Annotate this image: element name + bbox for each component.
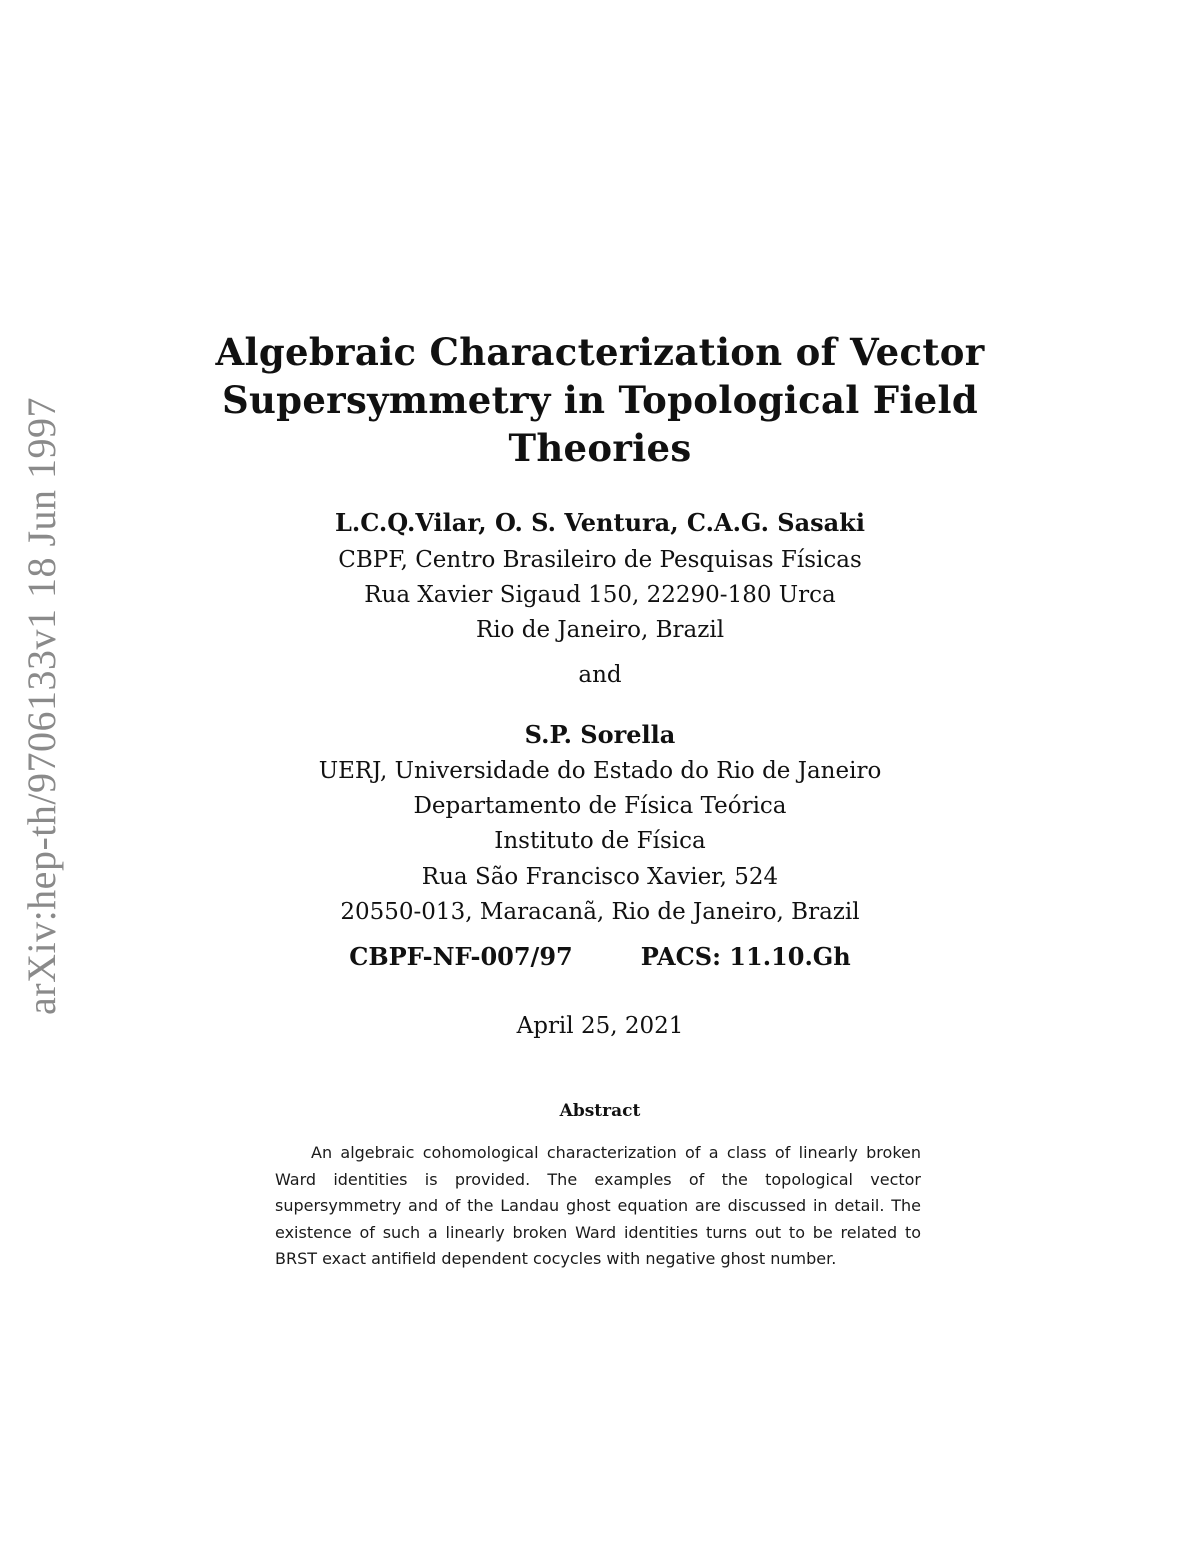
affiliation-1-line-1: CBPF, Centro Brasileiro de Pesquisas Físicas (338, 547, 862, 573)
report-number: CBPF-NF-007/97 (349, 942, 573, 971)
affiliation-2-line-2: Departamento de Física Teórica (413, 793, 787, 819)
affiliation-2-line-3: Instituto de Física (494, 828, 706, 854)
affiliation-2-line-5: 20550-013, Maracanã, Rio de Janeiro, Brazil (340, 899, 860, 925)
affiliation-2-line-4: Rua São Francisco Xavier, 524 (421, 864, 779, 890)
authors-group-1: L.C.Q.Vilar, O. S. Ventura, C.A.G. Sasaki (335, 508, 865, 537)
abstract-text: An algebraic cohomological characterization of a class of linearly broken Ward identities is provided. The examples of the topological vector supersymmetry and of the Landau ghost equation are discussed in detail. The existence of such a linearly broken Ward identities turns out to be related to BRST exact antifield dependent cocycles with negative ghost number. (275, 1143, 921, 1269)
report-meta-row (150, 941, 1050, 973)
and-conjunction: and (578, 662, 622, 688)
abstract-heading: Abstract (559, 1101, 641, 1121)
title-line-2: Supersymmetry in Topological Field (221, 378, 979, 422)
pacs-code: PACS: 11.10.Gh (640, 942, 851, 971)
affiliation-1-line-2: Rua Xavier Sigaud 150, 22290-180 Urca (364, 582, 836, 608)
title-line-3: Theories (508, 426, 692, 470)
arxiv-side-stamp: arXiv:hep-th/9706133v1 18 Jun 1997 (19, 396, 64, 1015)
affiliation-2-line-1: UERJ, Universidade do Estado do Rio de Janeiro (318, 758, 882, 784)
paper-date: April 25, 2021 (516, 1013, 684, 1039)
authors-group-2: S.P. Sorella (524, 720, 676, 749)
title-line-1: Algebraic Characterization of Vector (215, 330, 985, 374)
affiliation-1-line-3: Rio de Janeiro, Brazil (475, 617, 725, 643)
paper-title (150, 328, 1050, 472)
